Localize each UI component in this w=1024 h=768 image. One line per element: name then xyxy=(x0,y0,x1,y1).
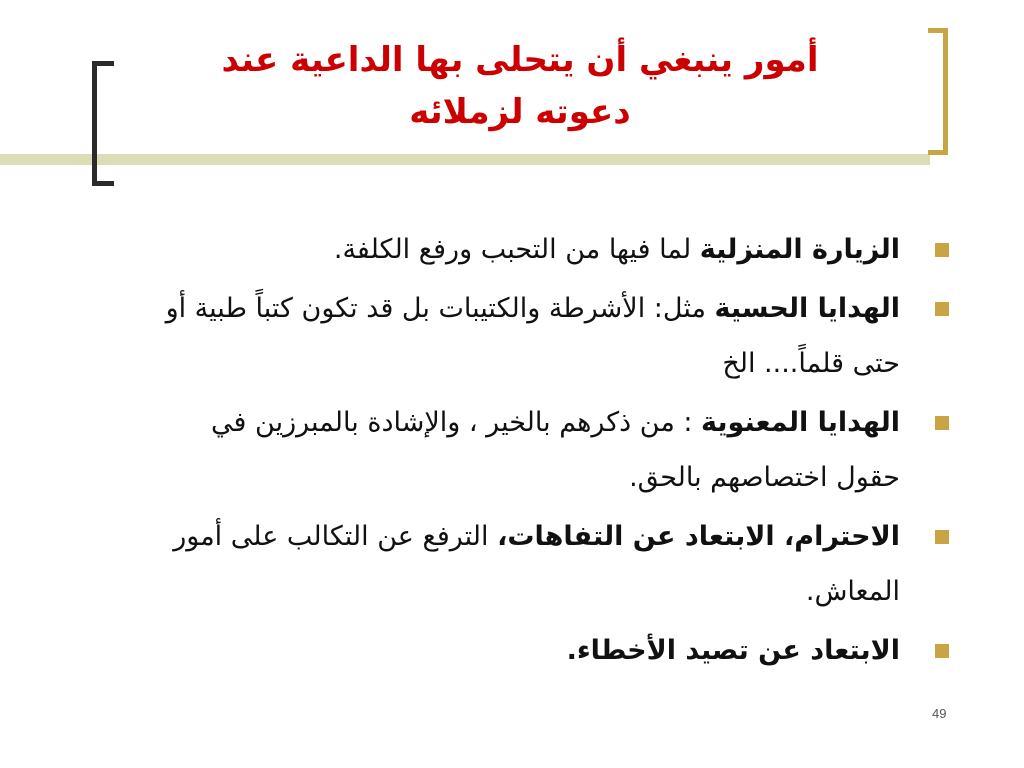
bullet-bold-text: الهدايا المعنوية xyxy=(701,407,900,438)
bullet-item xyxy=(160,281,900,391)
bullet-item xyxy=(160,623,900,678)
bullet-text: الترفع عن التكالب على أمور المعاش. xyxy=(173,521,900,607)
bullet-text: مثل: الأشرطة والكتيبات بل قد تكون كتباً طبية أو حتى قلماً.... الخ xyxy=(165,293,900,379)
square-bullet-icon xyxy=(935,644,949,658)
bullet-bold-text: الهدايا الحسية xyxy=(714,293,900,324)
square-bullet-icon xyxy=(935,530,949,544)
title-accent-bar xyxy=(0,154,930,165)
square-bullet-icon xyxy=(935,416,949,430)
bullet-item xyxy=(160,509,900,619)
page-number: 49 xyxy=(932,706,947,721)
title-line-2: دعوته لزملائه xyxy=(409,92,631,132)
bullet-bold-text: الابتعاد عن تصيد الأخطاء. xyxy=(566,635,900,666)
left-bracket-decoration xyxy=(92,61,114,186)
right-bracket-decoration xyxy=(928,28,948,155)
bullet-bold-text: الاحترام، الابتعاد عن التفاهات، xyxy=(497,521,900,552)
title-line-1: أمور ينبغي أن يتحلى بها الداعية عند xyxy=(221,40,819,80)
bullet-item xyxy=(160,395,900,505)
bullet-bold-text: الزيارة المنزلية xyxy=(699,234,900,265)
square-bullet-icon xyxy=(935,302,949,316)
bullet-text: لما فيها من التحبب ورفع الكلفة. xyxy=(333,234,700,265)
bullet-text: : من ذكرهم بالخير ، والإشادة بالمبرزين في حقول اختصاصهم بالحق. xyxy=(211,407,900,493)
square-bullet-icon xyxy=(935,243,949,257)
bullet-list xyxy=(160,222,900,682)
bullet-item xyxy=(160,222,900,277)
slide-title xyxy=(140,34,900,138)
